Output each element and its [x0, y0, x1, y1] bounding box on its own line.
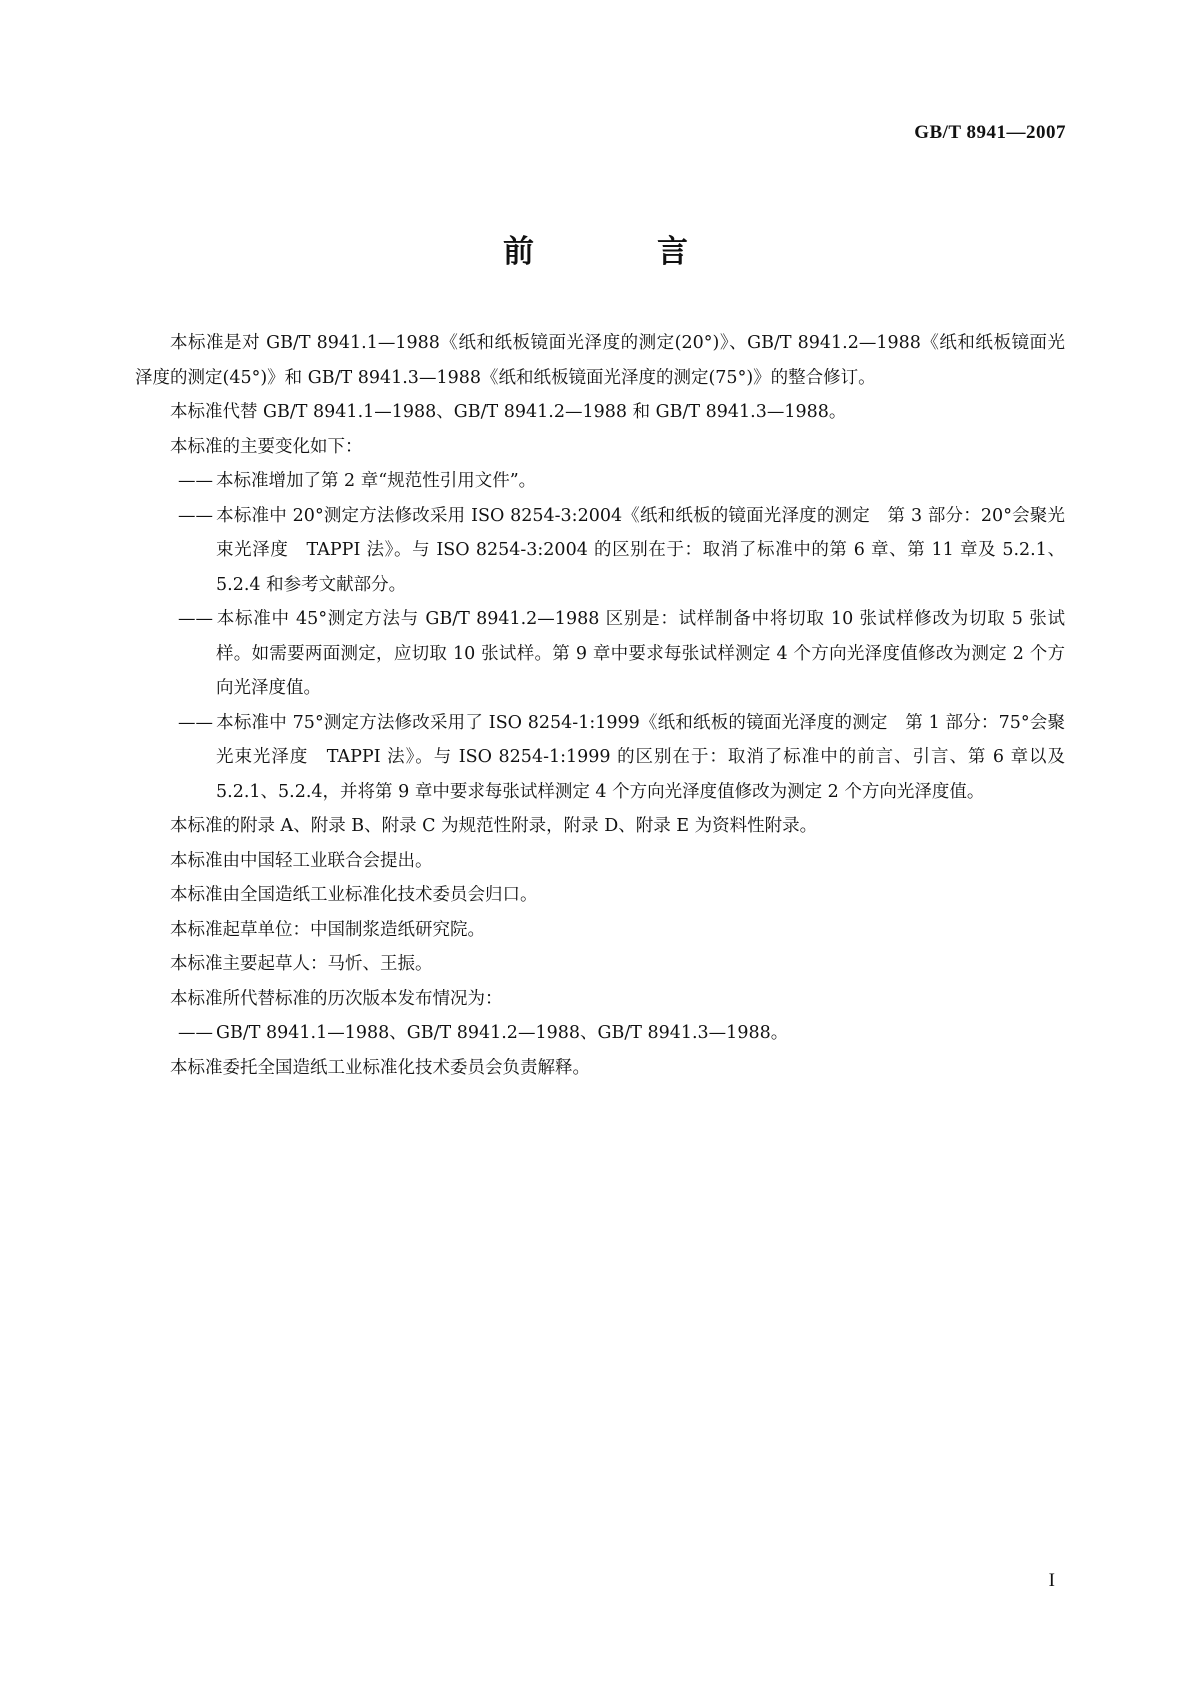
- paragraph-replaces: 本标准代替 GB/T 8941.1—1988、GB/T 8941.2—1988 和 GB/T 8941.3—1988。: [170, 402, 847, 422]
- dash-marker: ——: [178, 712, 213, 733]
- paragraph-proposer: 本标准由中国轻工业联合会提出。: [170, 850, 433, 871]
- paragraph-history-intro: 本标准所代替标准的历次版本发布情况为：: [170, 988, 503, 1009]
- paragraph-appendices: 本标准的附录 A、附录 B、附录 C 为规范性附录，附录 D、附录 E 为资料性附录。: [170, 816, 818, 836]
- page-number: I: [1048, 1570, 1055, 1591]
- dash-marker: ——: [178, 609, 213, 629]
- dash-marker: ——: [178, 471, 213, 491]
- paragraph-committee: 本标准由全国造纸工业标准化技术委员会归口。: [170, 885, 538, 905]
- list-item-text: 本标准中 45°测定方法与 GB/T 8941.2—1988 区别是：试样制备中将切取 10 张试样修改为切取 5 张试样。如需要两面测定，应切取 10 张试样。第 9 章中要求每张试样测定 4 个方向光泽度值修改为测定 2 个方向光泽度值。: [216, 609, 1065, 698]
- paragraph-interpretation: 本标准委托全国造纸工业标准化技术委员会负责解释。: [170, 1057, 590, 1078]
- page-title: 前 言: [503, 234, 734, 270]
- list-item-text: GB/T 8941.1—1988、GB/T 8941.2—1988、GB/T 8941.3—1988。: [216, 1023, 789, 1043]
- list-item: [135, 499, 1065, 603]
- list-item-text: 本标准中 75°测定方法修改采用了 ISO 8254-1:1999《纸和纸板的镜面光泽度的测定 第 1 部分：75°会聚光束光泽度 TAPPI 法》。与 ISO 8254-1:1999 的区别在于：取消了标准中的前言、引言、第 6 章以及 5.2.1、5.2.4，并将第 9 章中要求每张试样测定 4 个方向光泽度值修改为测定 2 个方向光泽度值。: [216, 712, 1065, 802]
- paragraph-changes-intro: 本标准的主要变化如下：: [170, 436, 363, 457]
- list-item: [135, 1016, 1065, 1051]
- document-body: [135, 326, 1065, 1085]
- paragraph-drafting-unit: 本标准起草单位：中国制浆造纸研究院。: [170, 919, 485, 940]
- dash-marker: ——: [178, 505, 213, 526]
- list-item: [135, 602, 1065, 706]
- list-item: [135, 464, 1065, 499]
- list-item-text: 本标准增加了第 2 章“规范性引用文件”。: [216, 471, 537, 491]
- standard-number: GB/T 8941—2007: [914, 122, 1066, 143]
- list-item-text: 本标准中 20°测定方法修改采用 ISO 8254-3:2004《纸和纸板的镜面光泽度的测定 第 3 部分：20°会聚光束光泽度 TAPPI 法》。与 ISO 8254-3:2004 的区别在于：取消了标准中的第 6 章、第 11 章及 5.2.1、5.2.4 和参考文献部分。: [216, 505, 1065, 595]
- paragraph-drafters: 本标准主要起草人：马忻、王振。: [170, 954, 433, 974]
- dash-marker: ——: [178, 1023, 213, 1043]
- paragraph-scope: 本标准是对 GB/T 8941.1—1988《纸和纸板镜面光泽度的测定(20°)》、GB/T 8941.2—1988《纸和纸板镜面光泽度的测定(45°)》和 GB/T 8941.3—1988《纸和纸板镜面光泽度的测定(75°)》的整合修订。: [135, 333, 1065, 388]
- list-item: [135, 706, 1065, 810]
